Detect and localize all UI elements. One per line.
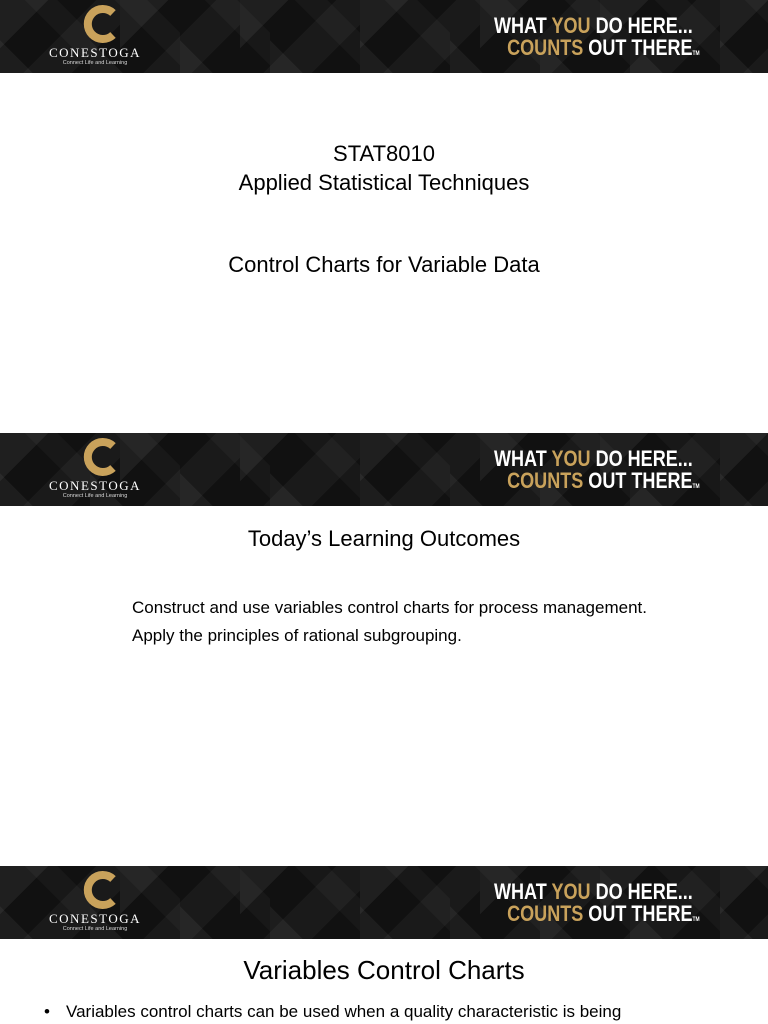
slide-2	[0, 433, 768, 866]
outcome-item: Construct and use variables control charts for process management.	[132, 598, 647, 617]
conestoga-logo	[40, 870, 150, 936]
course-code: STAT8010	[333, 141, 435, 166]
logo-c-mark-icon	[82, 437, 122, 477]
slide-3	[0, 866, 768, 1024]
slide-1	[0, 0, 768, 433]
logo-name: CONESTOGA	[49, 45, 141, 60]
outcomes-list	[132, 596, 652, 652]
logo-name: CONESTOGA	[49, 911, 141, 926]
logo-name: CONESTOGA	[49, 478, 141, 493]
conestoga-logo	[40, 4, 150, 70]
bullet-icon: •	[44, 1002, 50, 1021]
course-title: Applied Statistical Techniques	[238, 170, 530, 195]
logo-c-mark-icon	[82, 4, 122, 44]
logo-tagline: Connect Life and Learning	[62, 60, 128, 66]
banner-slogan: WHAT YOU DO HERE... COUNTS OUT THERETM	[494, 13, 700, 60]
logo-tagline: Connect Life and Learning	[62, 493, 128, 499]
logo-tagline: Connect Life and Learning	[62, 926, 128, 932]
slide-title: Variables Control Charts	[243, 955, 525, 985]
bullet-text: Variables control charts can be used when a quality characteristic is being	[66, 1002, 622, 1021]
banner-slogan: WHAT YOU DO HERE... COUNTS OUT THERETM	[494, 879, 700, 926]
slide-title: Today’s Learning Outcomes	[247, 526, 521, 551]
header-banner	[0, 0, 768, 73]
outcome-item: Apply the principles of rational subgrouping.	[132, 626, 462, 645]
slide-topic: Control Charts for Variable Data	[228, 252, 540, 277]
logo-c-mark-icon	[82, 870, 122, 910]
banner-slogan: WHAT YOU DO HERE... COUNTS OUT THERETM	[494, 446, 700, 493]
conestoga-logo	[40, 437, 150, 503]
header-banner	[0, 866, 768, 939]
header-banner	[0, 433, 768, 506]
